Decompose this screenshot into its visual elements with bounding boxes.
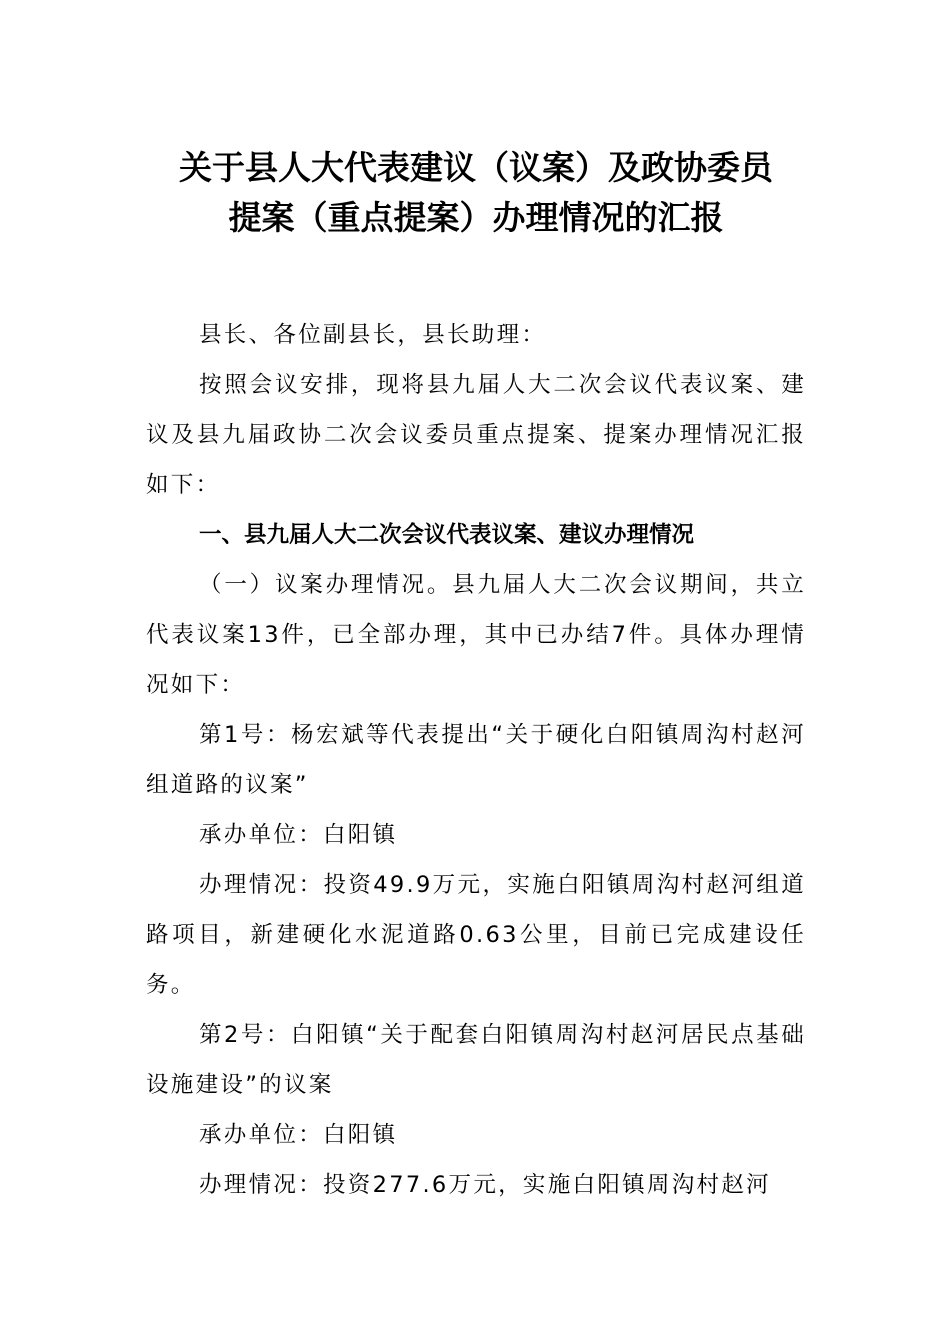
- item-1-status: 办理情况：投资49.9万元，实施白阳镇周沟村赵河组道路项目，新建硬化水泥道路0.63公里，目前已完成建设任务。: [146, 872, 806, 998]
- salutation: 县长、各位副县长，县长助理：: [199, 322, 547, 348]
- subsection-paragraph-1: （一）议案办理情况。县九届人大二次会议期间，共立代表议案13件，已全部办理，其中已办结7件。具体办理情况如下：: [146, 572, 806, 698]
- intro-paragraph: 按照会议安排，现将县九届人大二次会议代表议案、建议及县九届政协二次会议委员重点提案、提案办理情况汇报如下：: [146, 372, 806, 498]
- document-title-line-1: 关于县人大代表建议（议案）及政协委员: [179, 148, 773, 187]
- item-1-title: 第1号：杨宏斌等代表提出“关于硬化白阳镇周沟村赵河组道路的议案”: [146, 722, 806, 798]
- document-body: [146, 310, 806, 1210]
- item-2-title: 第2号：白阳镇“关于配套白阳镇周沟村赵河居民点基础设施建设”的议案: [146, 1022, 806, 1098]
- item-2-status: 办理情况：投资277.6万元，实施白阳镇周沟村赵河: [199, 1172, 771, 1198]
- document-title-line-2: 提案（重点提案）办理情况的汇报: [228, 198, 724, 237]
- item-2-unit: 承办单位：白阳镇: [199, 1122, 398, 1148]
- section-heading-1: 一、县九届人大二次会议代表议案、建议办理情况: [199, 522, 695, 548]
- item-1-unit: 承办单位：白阳镇: [199, 822, 398, 848]
